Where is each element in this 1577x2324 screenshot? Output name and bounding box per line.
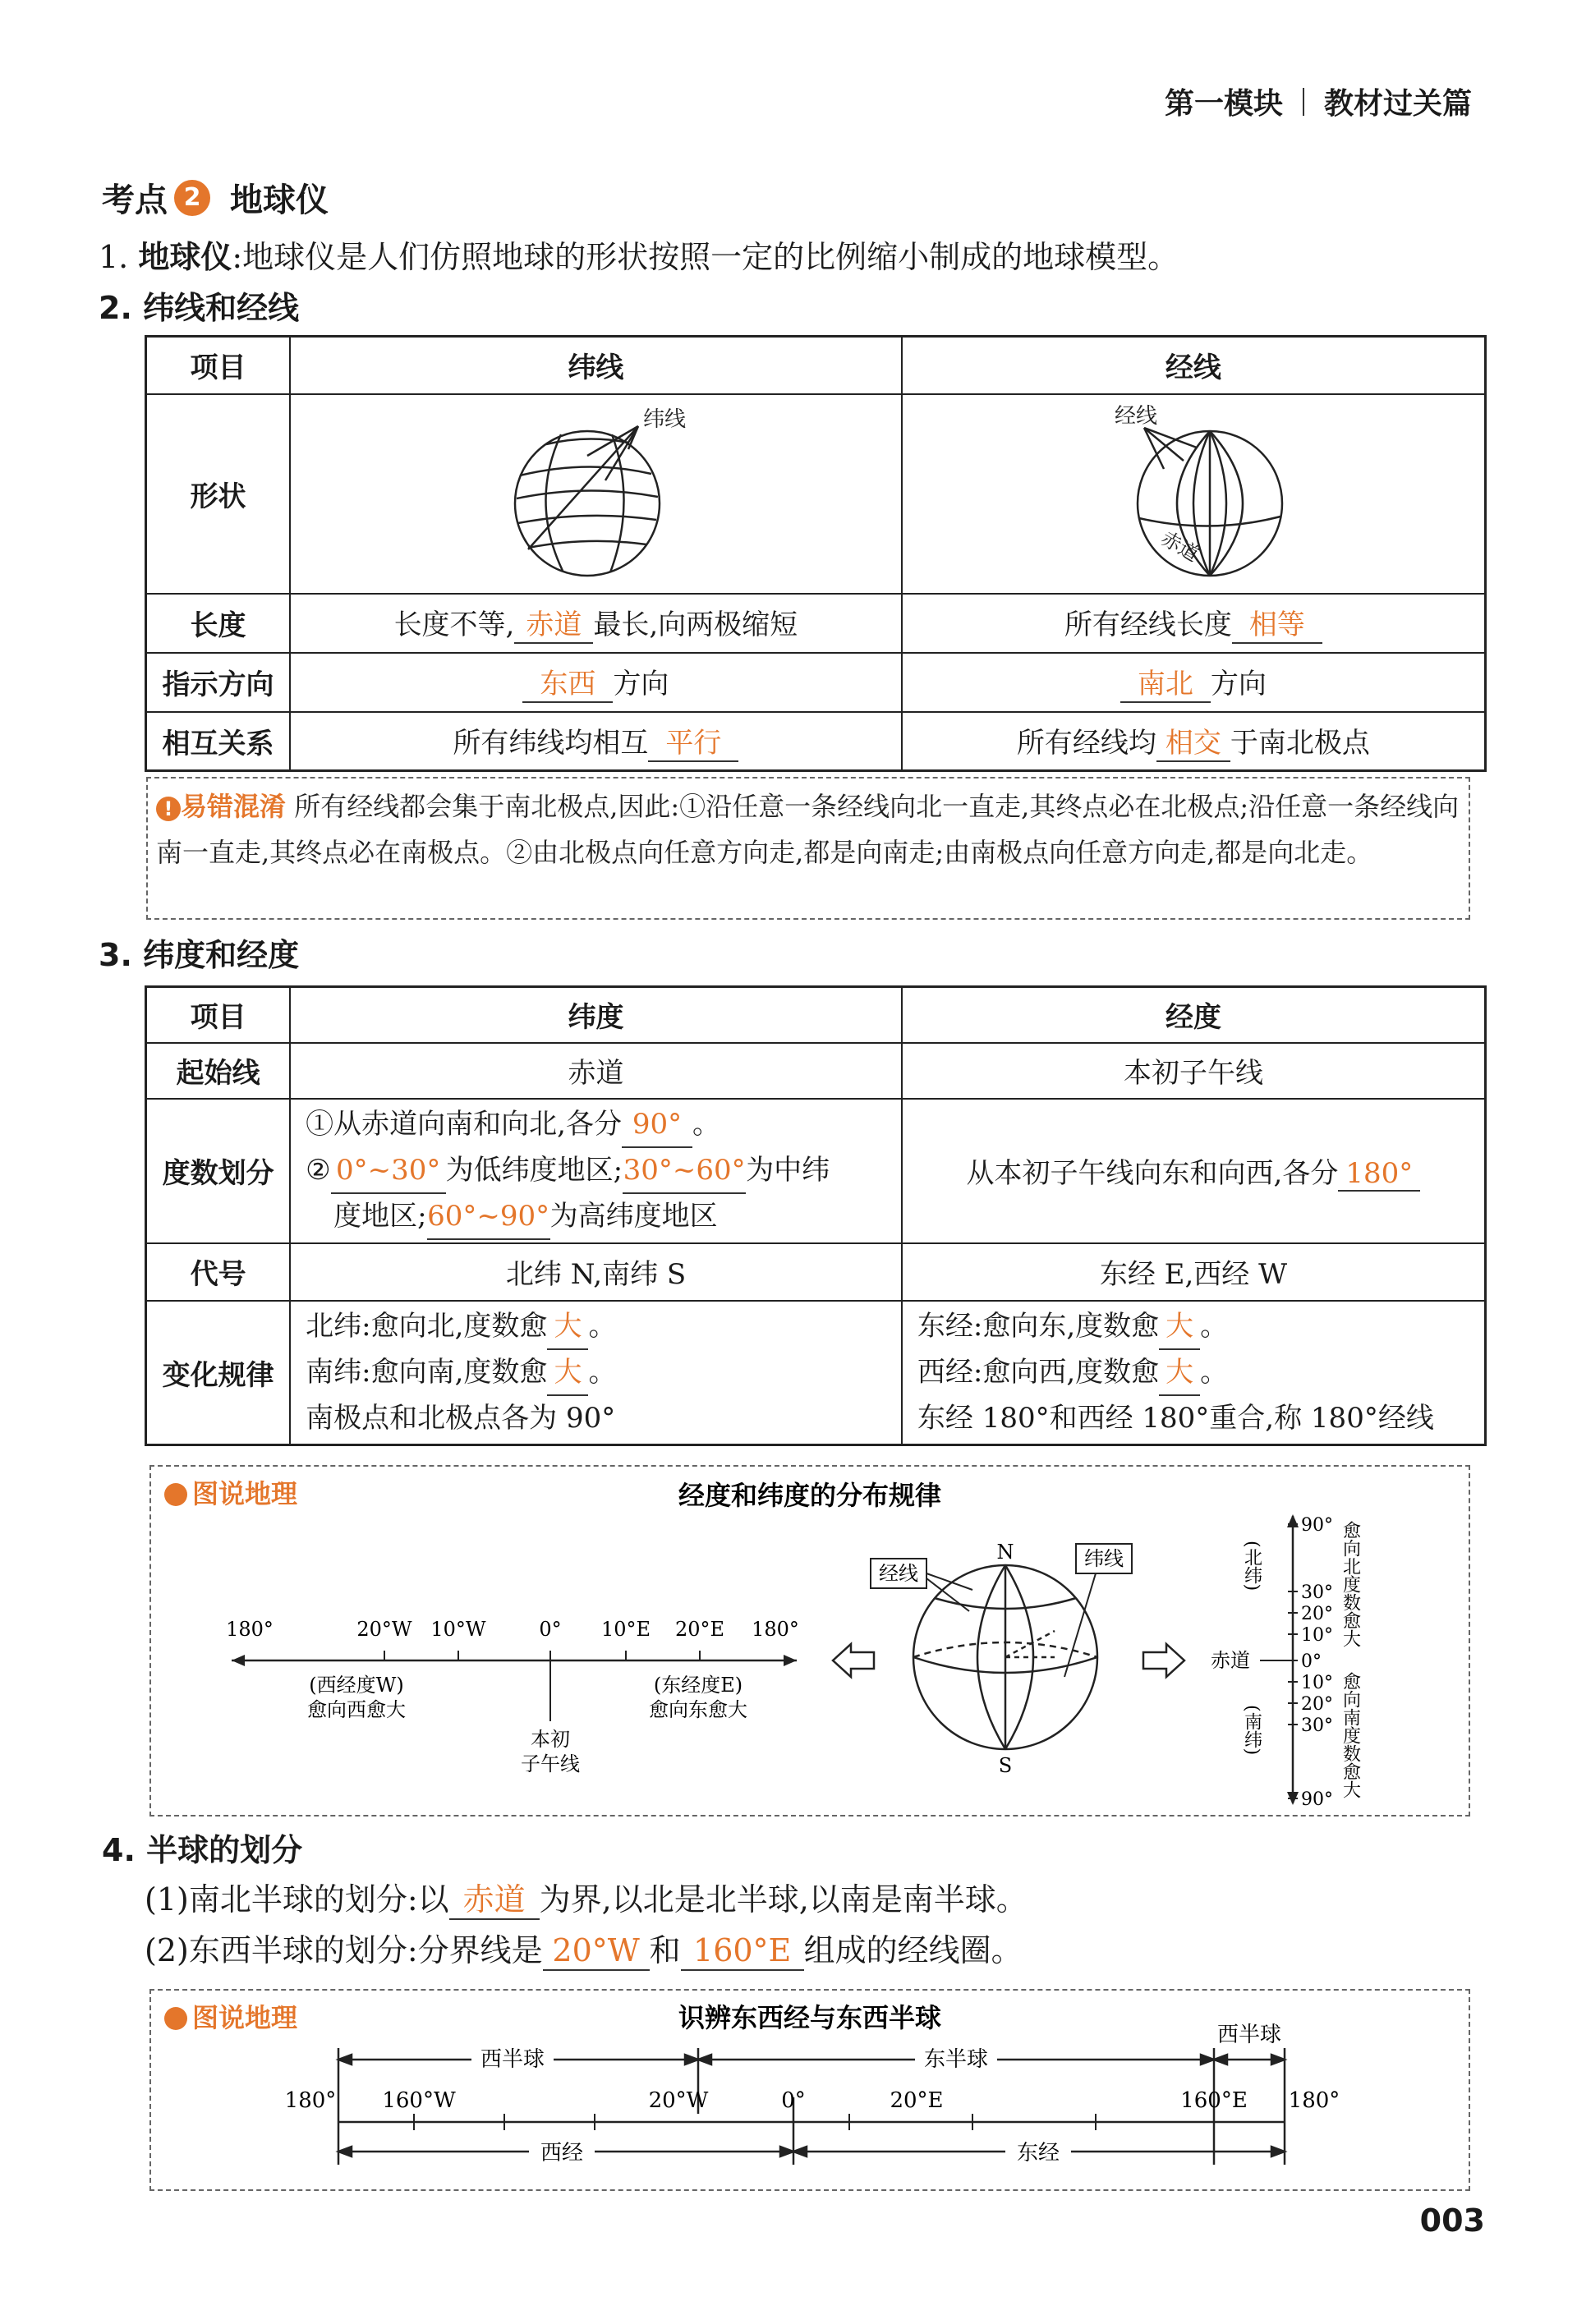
north-lat-text: 北纬 [1241, 1547, 1262, 1584]
east-note2: 愈向东愈大 [649, 1698, 747, 1721]
hemi-tick-label: 180° [284, 2088, 337, 2113]
fig-equator-label: 赤道 [1156, 526, 1203, 567]
t: 于南北极点 [1230, 726, 1370, 760]
answer-blank: 南北 [1120, 661, 1211, 703]
t: 南极点和北极点各为 90° [306, 1402, 616, 1435]
hemi-tick-label: 20°W [648, 2088, 709, 2113]
t: 方向 [1210, 668, 1267, 700]
hollow-arrow-right [1143, 1644, 1184, 1677]
answer-blank: 180° [1338, 1157, 1420, 1192]
t: ①从赤道向南和向北,各分 [306, 1107, 622, 1141]
row-change-label: 变化规律 [146, 1301, 291, 1445]
south-lat-label: (南纬) [1241, 1705, 1262, 1756]
lat-tick-label: 0° [1301, 1651, 1322, 1672]
south-note: 愈向南度数愈大 [1340, 1672, 1361, 1798]
t: 方向 [613, 668, 669, 700]
lat-tick-label: 10° [1301, 1673, 1333, 1693]
th-lonline: 经线 [902, 337, 1486, 394]
lon-length [902, 594, 1486, 653]
west-lon-label: 西经 [540, 2141, 584, 2166]
lat-code: 北纬 N,南纬 S [290, 1243, 902, 1301]
t: (2)东西半球的划分:分界线是 [145, 1932, 543, 1968]
globe-latitude-lines [464, 395, 727, 586]
item1-term: 地球仪 [138, 239, 232, 275]
west-hemi-label: 西半球 [480, 2047, 545, 2072]
row-relation-label: 相互关系 [146, 712, 291, 771]
t: 最长,向两极缩短 [593, 609, 798, 641]
north-note: 愈向北度数愈大 [1340, 1521, 1361, 1647]
lon-change [902, 1301, 1486, 1445]
lat-change [290, 1301, 902, 1445]
fig-lon-label: 经线 [1114, 403, 1157, 429]
globe-tag-icon [164, 2007, 187, 2030]
lon-code: 东经 E,西经 W [902, 1243, 1486, 1301]
t: 组成的经线圈。 [803, 1932, 1023, 1968]
t: 所有纬线均相互 [453, 726, 649, 760]
lon-tick-label: 20°W [356, 1618, 412, 1641]
prime-label: 本初 [531, 1728, 570, 1751]
row-division-label: 度数划分 [146, 1099, 291, 1243]
fig1-equator-label: 赤道 [1211, 1649, 1250, 1672]
note-tag [156, 791, 286, 822]
t: 东经 180°和西经 180°重合,称 180°经线 [917, 1402, 1434, 1435]
answer-blank: 160°E [681, 1931, 804, 1971]
answer-blank: 相交 [1156, 720, 1230, 762]
west-note: (西经度W) [309, 1674, 404, 1697]
lat-tick-label: 20° [1301, 1604, 1333, 1624]
lon-division [902, 1099, 1486, 1243]
divider [1303, 88, 1304, 116]
t: 为高纬度地区 [549, 1199, 718, 1233]
answer-blank: 赤道 [449, 1881, 540, 1920]
figure-lat-lon-distribution [149, 1465, 1470, 1816]
th-latline: 纬线 [290, 337, 902, 394]
hollow-arrow-left [833, 1644, 874, 1677]
hemi-tick-label: 160°W [382, 2088, 456, 2113]
lon-tick-label: 10°E [600, 1618, 651, 1641]
lat-tick-label: 90° [1301, 1789, 1333, 1810]
answer-blank: 相等 [1232, 602, 1322, 644]
t: 。 [588, 1310, 617, 1343]
answer-blank: 大 [1159, 1304, 1200, 1350]
fig1-lat-label: 纬线 [1084, 1547, 1124, 1570]
lon-tick-label: 180° [752, 1618, 799, 1641]
globe-tag-icon [164, 1483, 187, 1506]
lat-tick-label: 30° [1301, 1715, 1333, 1736]
east-lon-label: 东经 [1016, 2141, 1060, 2166]
answer-blank: 东西 [522, 661, 613, 703]
item1-text: :地球仪是人们仿照地球的形状按照一定的比例缩小制成的地球模型。 [232, 239, 1179, 275]
running-header [1165, 80, 1472, 122]
answer-blank: 90° [622, 1102, 692, 1148]
row-start-label: 起始线 [146, 1043, 291, 1099]
t: 为中纬 [746, 1153, 830, 1187]
lon-start: 本初子午线 [902, 1043, 1486, 1099]
section-label: 教材过关篇 [1323, 87, 1472, 121]
t: 北纬:愈向北,度数愈 [306, 1310, 548, 1343]
topic-number-badge [174, 180, 210, 216]
item2-title: 2. 纬线和经线 [99, 290, 300, 326]
t: 西经:愈向西,度数愈 [917, 1356, 1160, 1389]
answer-blank: 30°~60° [623, 1148, 746, 1194]
latitude-longitude-table [145, 985, 1487, 1446]
t: 所有经线长度 [1064, 609, 1232, 641]
fig1-lon-label: 经线 [879, 1562, 918, 1585]
t: 。 [588, 1356, 617, 1389]
topic-number: 2 [183, 183, 201, 212]
lat-direction [290, 653, 902, 712]
item3-title: 3. 纬度和经度 [99, 937, 300, 973]
lat-tick-label: 30° [1301, 1582, 1333, 1603]
figure-hemispheres [149, 1989, 1470, 2191]
item4-title: 4. 半球的划分 [102, 1832, 303, 1868]
answer-blank: 平行 [648, 720, 738, 762]
t: ② [306, 1153, 331, 1187]
lat-tick-label: 90° [1301, 1515, 1333, 1536]
item1 [99, 238, 1179, 276]
hemi-tick-label: 0° [781, 2088, 806, 2113]
hemi-tick-label: 180° [1288, 2088, 1340, 2113]
lat-tick-label: 10° [1301, 1625, 1333, 1646]
lon-tick-label: 10°W [430, 1618, 486, 1641]
lon-line-figure [902, 394, 1486, 594]
t: 。 [692, 1107, 720, 1141]
lat-division [290, 1099, 902, 1243]
answer-blank: 大 [547, 1350, 588, 1396]
alert-icon: ! [156, 797, 181, 821]
lat-line-figure [290, 394, 902, 594]
th-longitude: 经度 [902, 987, 1486, 1043]
note-text: 所有经线都会集于南北极点,因此:①沿任意一条经线向北一直走,其终点必在北极点;沿任意一条经线向南一直走,其终点必在南极点。②由北极点向任意方向走,都是向南走;由南极点向任意方向走,都是向北走。 [156, 791, 1460, 868]
t: 为界,以北是北半球,以南是南半球。 [539, 1881, 1028, 1918]
fig1-tag: 图说地理 [192, 1478, 298, 1509]
item1-num: 1. [99, 239, 129, 275]
common-mistake-note [146, 777, 1470, 920]
t: 度地区; [333, 1199, 427, 1233]
item4-line1 [145, 1881, 1028, 1920]
hemi-tick-label: 160°E [1180, 2088, 1248, 2113]
west-note2: 愈向西愈大 [307, 1698, 406, 1721]
module-label: 第一模块 [1164, 87, 1283, 121]
lon-pointer [926, 1573, 972, 1590]
th-latitude: 纬度 [290, 987, 902, 1043]
globe-longitude-lines [1062, 395, 1325, 586]
fig2-title: 识辨东西经与东西半球 [678, 2002, 942, 2033]
fig2-svg [151, 1991, 1469, 2189]
t: 南纬:愈向南,度数愈 [306, 1356, 548, 1389]
west-hemi-label2: 西半球 [1216, 2023, 1282, 2047]
fig2-tag: 图说地理 [192, 2002, 298, 2033]
north-lat-label: (北纬) [1241, 1541, 1262, 1591]
lon-tick-label: 180° [226, 1618, 274, 1641]
answer-blank: 20°W [543, 1931, 650, 1971]
th-item: 项目 [146, 987, 291, 1043]
note-tag-text: 易错混淆 [181, 791, 287, 822]
hemi-tick-label: 20°E [890, 2088, 944, 2113]
north-pole-label: N [996, 1541, 1014, 1564]
fig1-title: 经度和纬度的分布规律 [678, 1480, 942, 1511]
lat-length [290, 594, 902, 653]
lat-lon-lines-table [145, 335, 1487, 772]
lat-tick-label: 20° [1301, 1694, 1333, 1715]
th-item: 项目 [146, 337, 291, 394]
t: 从本初子午线向东和向西,各分 [966, 1156, 1339, 1190]
fig-lat-label: 纬线 [643, 406, 687, 432]
arrow-up [1287, 1514, 1299, 1527]
t: 。 [1200, 1356, 1229, 1389]
lon-tick-label: 20°E [674, 1618, 725, 1641]
fig1-svg [151, 1467, 1469, 1815]
row-length-label: 长度 [146, 594, 291, 653]
topic-title: 地球仪 [230, 181, 329, 219]
lon-relation [902, 712, 1486, 771]
page-number: 003 [1419, 2202, 1485, 2239]
answer-blank: 大 [547, 1304, 588, 1350]
t: (1)南北半球的划分:以 [145, 1881, 449, 1918]
t: 长度不等, [393, 609, 515, 641]
t: 。 [1200, 1310, 1229, 1343]
lon-direction [902, 653, 1486, 712]
south-pole-label: S [998, 1754, 1013, 1777]
lon-pointer2 [926, 1578, 969, 1611]
answer-blank: 赤道 [514, 602, 593, 644]
answer-blank: 大 [1159, 1350, 1200, 1396]
row-shape-label: 形状 [146, 394, 291, 594]
topic-heading [102, 174, 329, 221]
south-lat-text: 南纬 [1241, 1711, 1262, 1748]
lon-tick-label: 0° [539, 1618, 562, 1641]
answer-blank: 0°~30° [331, 1148, 446, 1194]
east-hemi-label: 东半球 [923, 2047, 989, 2072]
east-note: (东经度E) [653, 1674, 743, 1697]
row-direction-label: 指示方向 [146, 653, 291, 712]
answer-blank: 60°~90° [427, 1194, 550, 1240]
lat-start: 赤道 [290, 1043, 902, 1099]
lat-relation [290, 712, 902, 771]
arrow-right [784, 1655, 797, 1666]
row-code-label: 代号 [146, 1243, 291, 1301]
prime-label2: 子午线 [521, 1752, 580, 1775]
t: 东经:愈向东,度数愈 [917, 1310, 1160, 1343]
t: 和 [649, 1932, 681, 1968]
item4-line2 [145, 1931, 1023, 1971]
topic-prefix: 考点 [102, 181, 168, 219]
t: 为低纬度地区; [445, 1153, 623, 1187]
t: 所有经线均 [1016, 726, 1156, 760]
arrow-left [232, 1655, 245, 1666]
